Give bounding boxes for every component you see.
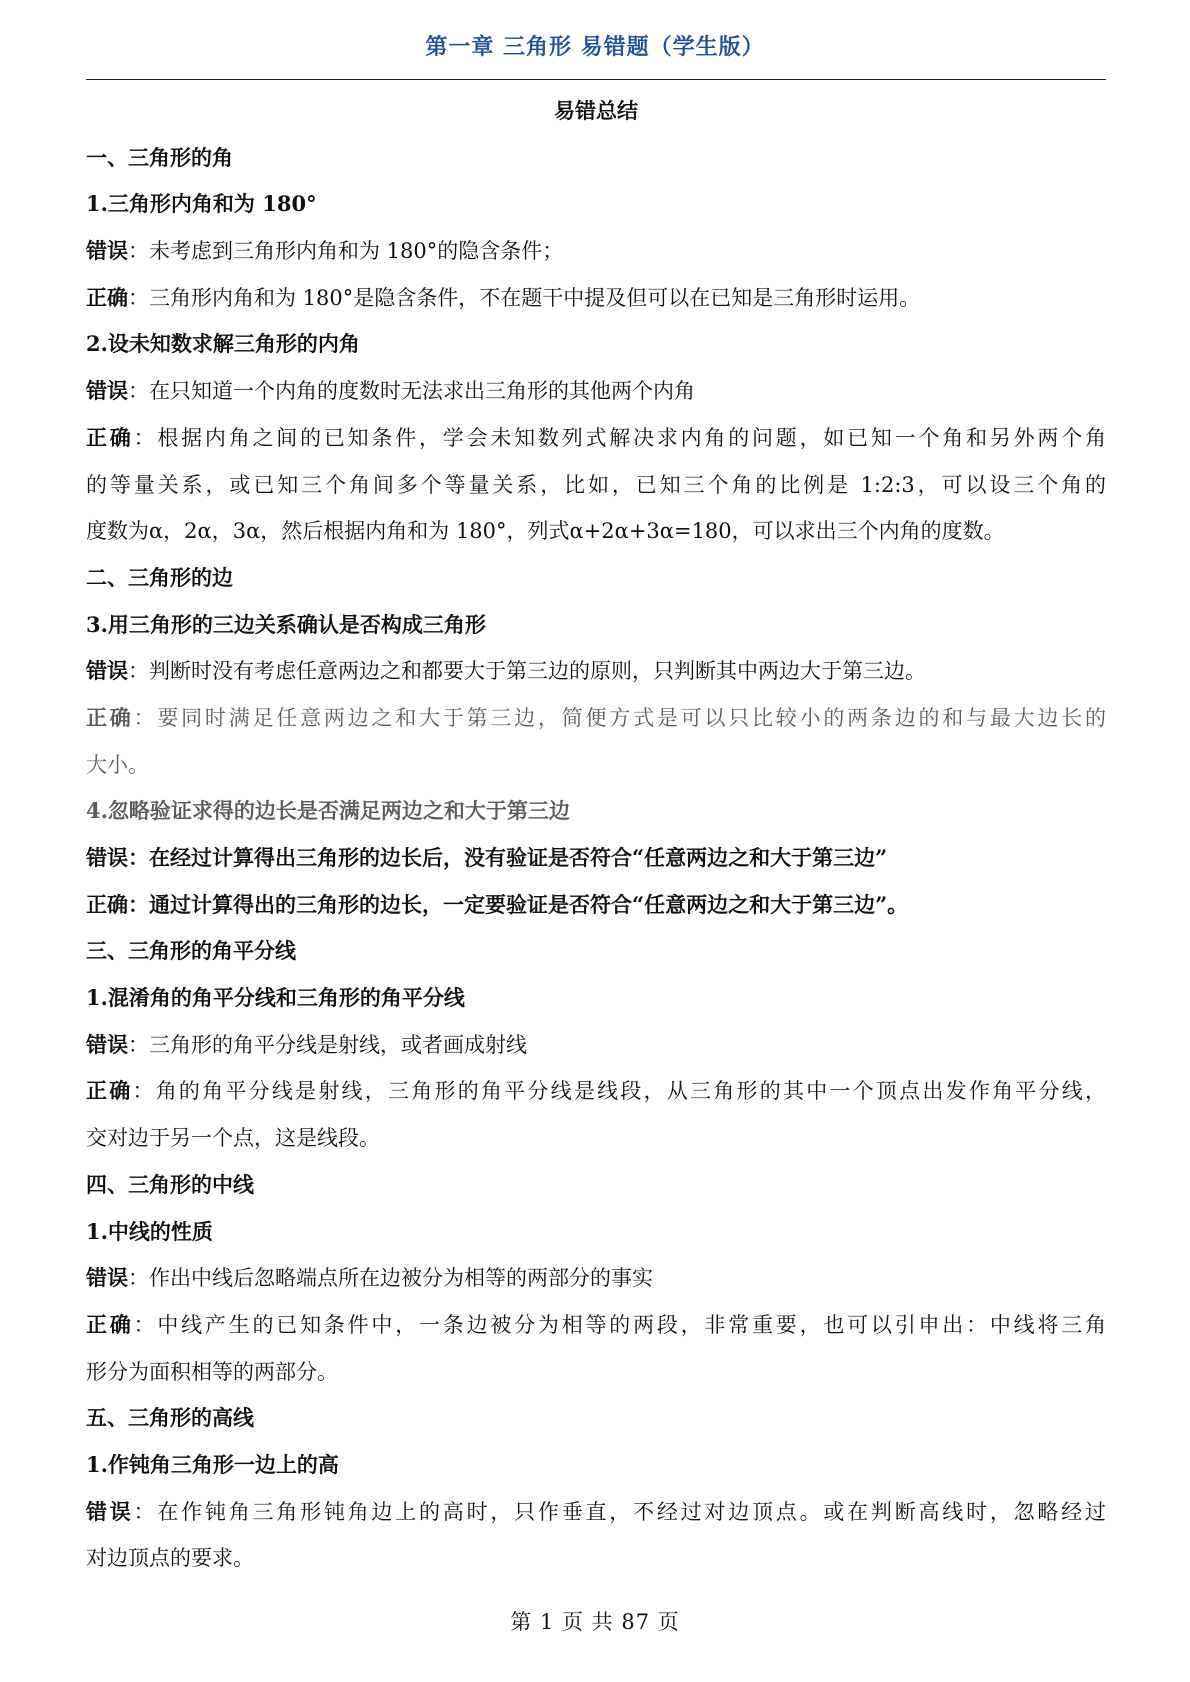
error-line <box>86 648 1106 695</box>
line-text: ：作出中线后忽略端点所在边被分为相等的两部分的事实 <box>128 1266 653 1291</box>
section-heading: 4.忽略验证求得的边长是否满足两边之和大于第三边 <box>86 798 570 824</box>
correct-label: 正确 <box>86 704 134 730</box>
section-heading: 三、三角形的角平分线 <box>86 938 296 964</box>
text-line: 的等量关系，或已知三个角间多个等量关系，比如，已知三个角的比例是 1:2:3，可以设三个角的 <box>86 472 1106 497</box>
correct-line <box>86 1068 1106 1115</box>
line-text: ：未考虑到三角形内角和为 180°的隐含条件； <box>128 239 564 264</box>
text-line: 交对边于另一个点，这是线段。 <box>86 1126 380 1151</box>
error-label: 错误 <box>86 1265 128 1291</box>
error-line <box>86 1489 1106 1536</box>
section-heading: 1.中线的性质 <box>86 1218 213 1244</box>
section-heading: 2.设未知数求解三角形的内角 <box>86 331 360 357</box>
error-line <box>86 1022 1106 1069</box>
line-text: ：在经过计算得出三角形的边长后，没有验证是否符合“任意两边之和大于第三边” <box>128 845 888 870</box>
correct-label: 正确 <box>86 284 128 310</box>
header-divider <box>86 79 1106 80</box>
line-text: ：中线产生的已知条件中，一条边被分为相等的两段，非常重要，也可以引申出：中线将三角 <box>133 1312 1107 1337</box>
error-label: 错误 <box>86 238 128 264</box>
error-label: 错误 <box>86 1031 128 1057</box>
section-heading: 1.混淆角的角平分线和三角形的角平分线 <box>86 985 465 1011</box>
correct-label: 正确 <box>86 1311 134 1337</box>
section-heading: 一、三角形的角 <box>86 144 233 170</box>
correct-label: 正确 <box>86 424 134 450</box>
error-label: 错误 <box>86 845 128 870</box>
section-heading: 1.作钝角三角形一边上的高 <box>86 1451 339 1477</box>
error-line <box>86 1255 1106 1302</box>
line-text: ：三角形的角平分线是射线，或者画成射线 <box>128 1032 527 1057</box>
section-heading: 五、三角形的高线 <box>86 1405 254 1431</box>
error-label: 错误 <box>86 1498 134 1524</box>
line-text: ：通过计算得出的三角形的边长，一定要验证是否符合“任意两边之和大于第三边”。 <box>128 891 909 917</box>
correct-label: 正确 <box>86 1078 133 1104</box>
correct-line <box>86 695 1106 742</box>
error-line <box>86 368 1106 415</box>
page-header-title: 第一章 三角形 易错题（学生版） <box>425 35 765 60</box>
text-line: 形分为面积相等的两部分。 <box>86 1359 338 1384</box>
text-line: 对边顶点的要求。 <box>86 1546 254 1571</box>
document-body <box>86 88 1106 1582</box>
error-line <box>86 228 1106 275</box>
correct-line <box>86 1302 1106 1349</box>
error-label: 错误 <box>86 378 128 404</box>
correct-line <box>86 882 1106 929</box>
correct-label: 正确 <box>86 891 128 917</box>
line-text: ：在只知道一个内角的度数时无法求出三角形的其他两个内角 <box>128 379 695 404</box>
section-heading: 3.用三角形的三边关系确认是否构成三角形 <box>86 611 486 637</box>
section-heading: 二、三角形的边 <box>86 564 233 590</box>
page-footer: 第 1 页 共 87 页 <box>510 1610 680 1634</box>
line-text: ：根据内角之间的已知条件，学会未知数列式解决求内角的问题，如已知一个角和另外两个角 <box>133 425 1107 450</box>
line-text: ：判断时没有考虑任意两边之和都要大于第三边的原则，只判断其中两边大于第三边。 <box>128 659 926 684</box>
summary-title: 易错总结 <box>554 98 638 123</box>
error-label: 错误 <box>86 658 128 684</box>
content-lines <box>86 135 1106 1582</box>
error-line <box>86 835 1106 882</box>
text-line: 大小。 <box>86 752 149 777</box>
correct-line <box>86 415 1106 462</box>
text-line: 度数为α，2α，3α，然后根据内角和为 180°，列式α+2α+3α=180，可以求出三个内角的度数。 <box>86 519 1005 544</box>
line-text: ：角的角平分线是射线，三角形的角平分线是线段，从三角形的其中一个顶点出发作角平分线， <box>132 1079 1106 1104</box>
correct-line <box>86 275 1106 322</box>
line-text: ：要同时满足任意两边之和大于第三边，简便方式是可以只比较小的两条边的和与最大边长的 <box>133 705 1107 730</box>
line-text: ：在作钝角三角形钝角边上的高时，只作垂直，不经过对边顶点。或在判断高线时，忽略经过 <box>133 1499 1107 1524</box>
line-text: ：三角形内角和为 180°是隐含条件，不在题干中提及但可以在已知是三角形时运用。 <box>128 285 921 310</box>
section-heading: 四、三角形的中线 <box>86 1171 254 1197</box>
section-heading: 1.三角形内角和为 180° <box>86 191 317 217</box>
